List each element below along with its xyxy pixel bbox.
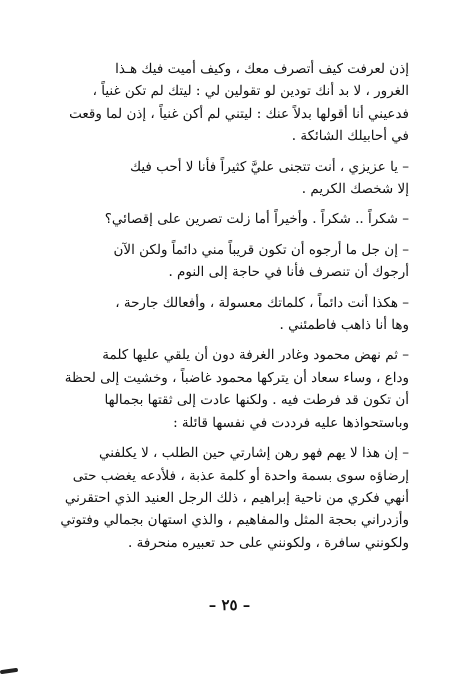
- paragraph-5: [44, 292, 409, 337]
- scan-mark: [0, 668, 18, 674]
- text-line: – يا عزيزي ، أنت تتجنى عليَّ كثيراً فأنا لا أحب فيك: [129, 158, 409, 175]
- text-line: – ثم نهض محمود وغادر الغرفة دون أن يلقي عليها كلمة: [102, 347, 409, 364]
- text-line: الغرور ، لا بد أنك تودين لو تقولين لي : ليتك لم تكن غنياً ،: [92, 83, 409, 100]
- text-line: وداع ، وساء سعاد أن يتركها محمود غاضباً ، وخشيت إلى لحظة: [64, 369, 409, 386]
- text-line: ولكونني سافرة ، ولكونني على حد تعبيره منحرفة .: [128, 534, 409, 551]
- text-line: إذن لعرفت كيف أتصرف معك ، وكيف أميت فيك هـذا: [115, 61, 409, 77]
- text-line: – إن جل ما أرجوه أن تكون قريباً مني دائماً ولكن الآن: [113, 241, 409, 258]
- text-line: في أحابيلك الشائكة .: [291, 128, 409, 145]
- text-line: أن تكون قد فرطت فيه . ولكنها عادت إلى ثقتها بجمالها: [104, 392, 409, 409]
- page-number: – ٢٥ –: [208, 596, 251, 614]
- paragraph-6: [44, 344, 409, 434]
- text-line: وها أنا ذاهب فاطمئني .: [279, 317, 409, 334]
- paragraph-7: [44, 442, 409, 554]
- paragraph-1: [44, 58, 409, 148]
- text-line: – شكراً .. شكراً . وأخيراً أما زلت تصرين على إقصائي؟: [104, 211, 409, 228]
- text-line: – هكذا أنت دائماً ، كلماتك معسولة ، وأفعالك جارحة ،: [115, 294, 409, 311]
- text-line: فدعيني أنا أقولها بدلاً عنك : ليتني لم أكن غنياً ، إذن لما وقعت: [69, 105, 409, 122]
- text-line: أنهي فكري من ناحية إبراهيم ، ذلك الرجل العنيد الذي احتقرني: [64, 489, 409, 506]
- text-line: إرضاؤه سوى بسمة واحدة أو كلمة عذبة ، فلأدعه يغضب حتى: [72, 467, 409, 484]
- text-line: وباستحواذها عليه فرددت في نفسها قائلة :: [173, 414, 409, 431]
- text-line: وأزدراني بحجة المثل والمفاهيم ، والذي استهان بجمالي وفتوتي: [60, 512, 409, 529]
- paragraph-2: [44, 156, 409, 201]
- text-line: – إن هذا لا يهم فهو رهن إشارتي حين الطلب ، لا يكلفني: [98, 445, 409, 462]
- paragraph-3: [44, 208, 409, 230]
- text-line: إلا شخصك الكريم .: [301, 181, 409, 198]
- body-text: [44, 58, 409, 554]
- text-line: أرجوك أن تنصرف فأنا في حاجة إلى النوم .: [168, 264, 409, 281]
- paragraph-4: [44, 239, 409, 284]
